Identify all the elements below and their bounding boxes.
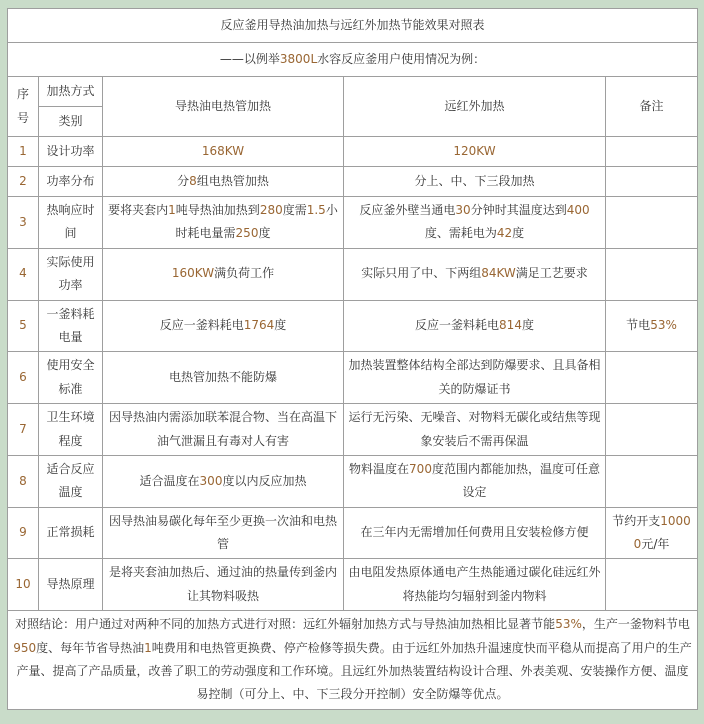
row-infrared-value: 由电阻发热原体通电产生热能通过碳化硅远红外将热能均匀辐射到釜内物料 xyxy=(344,559,606,611)
table-row xyxy=(8,507,698,559)
conclusion-row xyxy=(8,611,698,710)
row-note: 节电53% xyxy=(606,300,698,352)
table-row xyxy=(8,455,698,507)
row-infrared-value: 120KW xyxy=(344,137,606,167)
row-no: 9 xyxy=(8,507,39,559)
subtitle-row xyxy=(8,43,698,77)
row-oil-value: 要将夹套内1吨导热油加热到280度需1.5小时耗电量需250度 xyxy=(103,197,344,249)
row-oil-value: 是将夹套油加热后、通过油的热量传到釜内让其物料吸热 xyxy=(103,559,344,611)
row-infrared-value: 在三年内无需增加任何费用且安装检修方便 xyxy=(344,507,606,559)
row-note xyxy=(606,352,698,404)
row-item: 设计功率 xyxy=(39,137,103,167)
conclusion-text: 对照结论：用户通过对两种不同的加热方式进行对照：远红外辐射加热方式与导热油加热相比显著节能53%，生产一釜物料节电950度、每年节省导热油1吨费用和电热管更换费、停产检修等损失费。由于远红外加热升温速度快而平稳从而提高了用户的生产产量、提高了产品质量，改善了职工的劳动强度和工作环境。且远红外加热装置结构设计合理、外表美观、安装操作方便、温度易控制（可分上、中、下三段分开控制）安全防爆等优点。 xyxy=(8,611,698,710)
row-item: 热响应时间 xyxy=(39,197,103,249)
row-note xyxy=(606,248,698,300)
row-no: 10 xyxy=(8,559,39,611)
row-no: 4 xyxy=(8,248,39,300)
row-item: 一釜料耗电量 xyxy=(39,300,103,352)
row-note xyxy=(606,167,698,197)
row-oil-value: 因导热油内需添加联苯混合物、当在高温下油气泄漏且有毒对人有害 xyxy=(103,404,344,456)
row-note xyxy=(606,404,698,456)
row-no: 8 xyxy=(8,455,39,507)
comparison-table xyxy=(7,8,698,710)
row-no: 6 xyxy=(8,352,39,404)
row-item: 实际使用功率 xyxy=(39,248,103,300)
row-infrared-value: 物料温度在700度范围内都能加热，温度可任意设定 xyxy=(344,455,606,507)
table-row xyxy=(8,352,698,404)
row-infrared-value: 加热装置整体结构全部达到防爆要求、且具备相关的防爆证书 xyxy=(344,352,606,404)
table-title: 反应釜用导热油加热与远红外加热节能效果对照表 xyxy=(8,9,698,43)
row-item: 正常损耗 xyxy=(39,507,103,559)
table-row xyxy=(8,248,698,300)
row-oil-value: 分8组电热管加热 xyxy=(103,167,344,197)
row-oil-value: 电热管加热不能防爆 xyxy=(103,352,344,404)
title-row xyxy=(8,9,698,43)
row-note xyxy=(606,559,698,611)
row-infrared-value: 分上、中、下三段加热 xyxy=(344,167,606,197)
row-item: 卫生环境程度 xyxy=(39,404,103,456)
header-col-method: 加热方式 xyxy=(39,77,103,107)
row-note xyxy=(606,137,698,167)
table-row xyxy=(8,300,698,352)
row-note: 节约开支10000元/年 xyxy=(606,507,698,559)
row-infrared-value: 反应一釜料耗电814度 xyxy=(344,300,606,352)
table-row xyxy=(8,404,698,456)
header-col-infrared: 远红外加热 xyxy=(344,77,606,137)
header-row-top xyxy=(8,77,698,107)
table-row xyxy=(8,197,698,249)
row-no: 5 xyxy=(8,300,39,352)
row-item: 适合反应温度 xyxy=(39,455,103,507)
table-subtitle: ——以例举3800L水容反应釜用户使用情况为例： xyxy=(8,43,698,77)
header-col-index: 序号 xyxy=(8,77,39,137)
row-note xyxy=(606,455,698,507)
header-col-note: 备注 xyxy=(606,77,698,137)
row-no: 7 xyxy=(8,404,39,456)
table-row xyxy=(8,559,698,611)
row-no: 3 xyxy=(8,197,39,249)
header-col-oil: 导热油电热管加热 xyxy=(103,77,344,137)
row-oil-value: 反应一釜料耗电1764度 xyxy=(103,300,344,352)
table-row xyxy=(8,167,698,197)
row-no: 1 xyxy=(8,137,39,167)
row-note xyxy=(606,197,698,249)
row-infrared-value: 反应釜外壁当通电30分钟时其温度达到400度、需耗电为42度 xyxy=(344,197,606,249)
row-item: 使用安全标准 xyxy=(39,352,103,404)
row-item: 导热原理 xyxy=(39,559,103,611)
row-infrared-value: 运行无污染、无噪音、对物料无碳化或结焦等现象安装后不需再保温 xyxy=(344,404,606,456)
row-oil-value: 160KW满负荷工作 xyxy=(103,248,344,300)
row-no: 2 xyxy=(8,167,39,197)
row-oil-value: 因导热油易碳化每年至少更换一次油和电热管 xyxy=(103,507,344,559)
row-item: 功率分布 xyxy=(39,167,103,197)
row-oil-value: 适合温度在300度以内反应加热 xyxy=(103,455,344,507)
table-row xyxy=(8,137,698,167)
row-oil-value: 168KW xyxy=(103,137,344,167)
row-infrared-value: 实际只用了中、下两组84KW满足工艺要求 xyxy=(344,248,606,300)
header-col-category: 类别 xyxy=(39,107,103,137)
